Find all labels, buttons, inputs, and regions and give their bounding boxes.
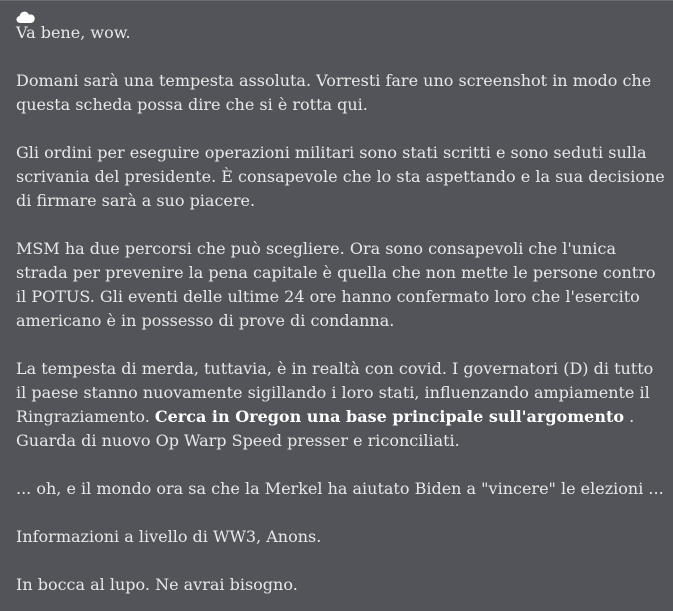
post-paragraph: Va bene, wow. xyxy=(16,23,131,42)
post-paragraph: MSM ha due percorsi che può scegliere. Ora sono consapevoli che l'unica strada per prevenire la pena capitale è quella che non mette le persone contro il POTUS. Gli eventi delle ultime 24 ore hanno confermato loro che l'esercito americano è in possesso di prove di condanna. xyxy=(16,239,656,330)
oregon-search-link[interactable]: Cerca in Oregon una base principale sull'argomento xyxy=(154,407,625,426)
post-paragraph: Informazioni a livello di WW3, Anons. xyxy=(16,527,322,546)
storm-text-before-link: La tempesta di merda, tuttavia, è in realtà con covid. I governatori (D) di tutto il paese stanno nuovamente sigillando i loro stati, influenzando ampiamente il Ringraziamento. xyxy=(16,359,654,426)
post-paragraph-storm xyxy=(16,357,667,453)
post-paragraph: In bocca al lupo. Ne avrai bisogno. xyxy=(16,575,298,594)
storm-text-after-link: . Guarda di nuovo Op Warp Speed presser e riconciliati. xyxy=(16,407,635,450)
post-body xyxy=(16,21,673,597)
post-paragraph: ... oh, e il mondo ora sa che la Merkel ha aiutato Biden a "vincere" le elezioni ... xyxy=(16,479,664,498)
post-paragraph: Domani sarà una tempesta assoluta. Vorresti fare uno screenshot in modo che questa scheda possa dire che si è rotta qui. xyxy=(16,71,652,114)
post-paragraph: Gli ordini per eseguire operazioni militari sono stati scritti e sono seduti sulla scrivania del presidente. È consapevole che lo sta aspettando e la sua decisione di firmare sarà a suo piacere. xyxy=(16,143,665,210)
